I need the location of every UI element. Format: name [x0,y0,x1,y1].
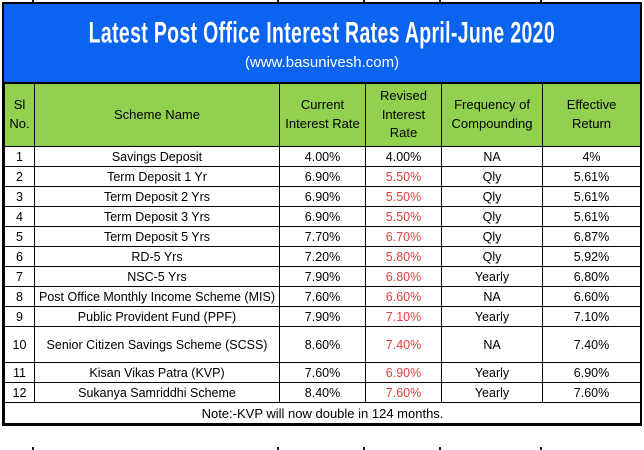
table-row [5,307,641,327]
cell-scheme: Public Provident Fund (PPF) [35,307,280,327]
rates-table [4,83,641,424]
table-row [5,187,641,207]
cell-frequency: Qly [442,187,543,207]
cell-revised: 6.80% [366,267,442,287]
cell-current: 7.70% [280,227,366,247]
table-row [5,383,641,403]
cell-revised: 7.60% [366,383,442,403]
cell-sl-no: 8 [5,287,35,307]
cell-scheme: NSC-5 Yrs [35,267,280,287]
cell-current: 7.20% [280,247,366,267]
cell-scheme: Term Deposit 5 Yrs [35,227,280,247]
cell-current: 4.00% [280,147,366,167]
cell-sl-no: 12 [5,383,35,403]
cell-effective: 5.92% [543,247,641,267]
col-header-sl-no: Sl No. [5,84,35,147]
cell-sl-no: 2 [5,167,35,187]
cell-frequency: NA [442,287,543,307]
cell-sl-no: 5 [5,227,35,247]
cell-sl-no: 4 [5,207,35,227]
table-row [5,363,641,383]
rates-table-body [5,147,641,403]
page-title: Latest Post Office Interest Rates April-June 2020 [88,16,556,49]
cell-current: 6.90% [280,167,366,187]
cell-effective: 7.60% [543,383,641,403]
col-header-effective: Effective Return [543,84,641,147]
col-header-scheme: Scheme Name [35,84,280,147]
cell-revised: 6.60% [366,287,442,307]
cell-revised: 5.80% [366,247,442,267]
cell-effective: 6.87% [543,227,641,247]
table-row [5,287,641,307]
cell-frequency: Qly [442,227,543,247]
cell-frequency: Qly [442,207,543,227]
cell-sl-no: 10 [5,327,35,363]
cell-sl-no: 11 [5,363,35,383]
table-row [5,267,641,287]
table-row [5,227,641,247]
col-header-revised: Revised Interest Rate [366,84,442,147]
cell-scheme: Term Deposit 1 Yr [35,167,280,187]
table-row [5,167,641,187]
source-website: (www.basunivesh.com) [244,53,400,71]
cell-frequency: Yearly [442,267,543,287]
cell-scheme: Senior Citizen Savings Scheme (SCSS) [35,327,280,363]
cell-frequency: Qly [442,167,543,187]
kvp-note: Note:-KVP will now double in 124 months. [5,403,641,424]
cell-revised: 5.50% [366,167,442,187]
cell-revised: 5.50% [366,187,442,207]
cell-sl-no: 6 [5,247,35,267]
cell-scheme: Post Office Monthly Income Scheme (MIS) [35,287,280,307]
cell-current: 6.90% [280,187,366,207]
title-banner [4,4,640,83]
col-header-frequency: Frequency of Compounding [442,84,543,147]
cell-current: 6.90% [280,207,366,227]
note-row [5,403,641,424]
cell-current: 8.40% [280,383,366,403]
table-row [5,247,641,267]
table-frame [2,2,642,426]
rates-table-footer [5,403,641,424]
cell-scheme: Term Deposit 2 Yrs [35,187,280,207]
cell-scheme: Kisan Vikas Patra (KVP) [35,363,280,383]
cell-revised: 7.10% [366,307,442,327]
cell-frequency: Yearly [442,307,543,327]
cell-effective: 7.40% [543,327,641,363]
cell-scheme: Term Deposit 3 Yrs [35,207,280,227]
cell-revised: 6.70% [366,227,442,247]
cell-effective: 6.80% [543,267,641,287]
rates-table-header [5,84,641,147]
cell-sl-no: 9 [5,307,35,327]
cell-scheme: Sukanya Samriddhi Scheme [35,383,280,403]
cell-effective: 5.61% [543,167,641,187]
cell-effective: 7.10% [543,307,641,327]
cell-effective: 6.90% [543,363,641,383]
cell-revised: 6.90% [366,363,442,383]
cell-effective: 5.61% [543,187,641,207]
table-row [5,207,641,227]
cell-revised: 5.50% [366,207,442,227]
cell-effective: 6.60% [543,287,641,307]
cell-frequency: Yearly [442,383,543,403]
cell-current: 8.60% [280,327,366,363]
cell-current: 7.90% [280,307,366,327]
cell-scheme: RD-5 Yrs [35,247,280,267]
cell-frequency: NA [442,147,543,167]
cell-sl-no: 3 [5,187,35,207]
cell-revised: 4.00% [366,147,442,167]
col-header-current: Current Interest Rate [280,84,366,147]
cell-current: 7.60% [280,287,366,307]
table-row [5,327,641,363]
cell-scheme: Savings Deposit [35,147,280,167]
cell-sl-no: 7 [5,267,35,287]
cell-current: 7.90% [280,267,366,287]
cell-revised: 7.40% [366,327,442,363]
header-row [5,84,641,147]
cell-frequency: Yearly [442,363,543,383]
cell-frequency: Qly [442,247,543,267]
table-row [5,147,641,167]
cell-frequency: NA [442,327,543,363]
cell-effective: 5.61% [543,207,641,227]
cell-effective: 4% [543,147,641,167]
cell-sl-no: 1 [5,147,35,167]
cell-current: 7.60% [280,363,366,383]
